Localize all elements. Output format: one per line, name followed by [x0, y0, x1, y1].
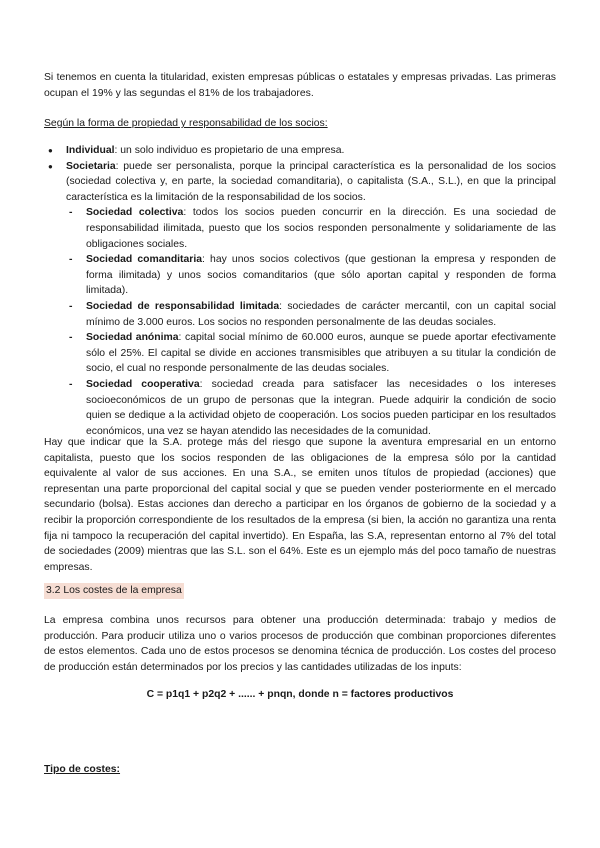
sub-item-anonima	[66, 330, 556, 377]
sub-text: : sociedades de carácter mercantil, con un capital social mínimo de 3.000 euros. Los socios no responden personalmente de las deudas sociales.	[86, 300, 556, 328]
sub-bullet-list	[66, 205, 556, 439]
sa-paragraph: Hay que indicar que la S.A. protege más del riesgo que supone la aventura empresarial en un entorno capitalista, puesto que los socios responden de las obligaciones de la empresa sólo por la cantidad equivalente al valor de sus acciones. En una S.A., se emiten unos títulos de propiedad (acciones) que representan una parte proporcional del capital social y que se pueden vender posteriormente en el mercado secundario (bolsa). Estas acciones dan derecho a participar en los órganos de gobierno de la sociedad y a recibir la proporción correspondiente de los resultados de la empresa (si bien, la acción no garantiza una renta fija ni tampoco la recuperación del capital invertido). En España, las S.A, representan entorno al 7% del total de sociedades (2009) mientras que las S.L. son el 64%. Este es un ejemplo más del poco tamaño de nuestras empresas.	[44, 437, 556, 573]
sub-term: Sociedad cooperativa	[86, 378, 200, 390]
costes-paragraph: La empresa combina unos recursos para obtener una producción determinada: trabajo y medios de producción. Para producir utiliza uno o varios procesos de producción que combinan proporciones diferentes de estos elementos. Cada uno de estos procesos se denomina técnica de producción. Los costes del proceso de producción están determinados por los precios y las cantidades utilizadas de los inputs:	[44, 615, 556, 673]
section-heading-wrap	[44, 583, 556, 599]
sub-term: Sociedad anónima	[86, 332, 179, 344]
bullet-term: Societaria	[66, 160, 116, 172]
bullet-item-individual	[44, 143, 556, 159]
bullet-list	[44, 143, 556, 439]
tipo-costes-heading: Tipo de costes:	[44, 764, 121, 775]
bullet-text: : un solo individuo es propietario de una empresa.	[114, 145, 345, 156]
sub-item-cooperativa	[66, 377, 556, 439]
sub-item-comanditaria	[66, 252, 556, 299]
sub-term: Sociedad comanditaria	[86, 254, 203, 266]
sub-text: : capital social mínimo de 60.000 euros, aunque se puede aportar efectivamente sólo el 25%. El capital se divide en acciones transmisibles que atribuyen a su titular la condición de socio, el cual no responde personalmente de las deudas sociales.	[86, 332, 556, 375]
bullet-term: Individual	[66, 145, 115, 156]
sub-term: Sociedad de responsabilidad limitada	[86, 300, 280, 312]
section-heading: 3.2 Los costes de la empresa	[44, 583, 184, 599]
intro-paragraph: Si tenemos en cuenta la titularidad, existen empresas públicas o estatales y empresas privadas. Las primeras ocupan el 19% y las segundas el 81% de los trabajadores.	[44, 72, 556, 99]
sub-text: : todos los socios pueden concurrir en la dirección. Es una sociedad de responsabilidad ilimitada, puesto que los socios responden personalmente y solidariamente de las obligaciones sociales.	[86, 207, 556, 250]
forma-heading: Según la forma de propiedad y responsabilidad de los socios:	[44, 118, 328, 129]
sub-text: : sociedad creada para satisfacer las necesidades o los intereses socioeconómicos de un grupo de personas que la integran. Puede adquirir la condición de socio quien se dedique a la actividad objeto de cooperación. Los socios pueden participar en los resultados económicos, una vez se hayan atendido las necesidades de la comunidad.	[86, 378, 556, 437]
bullet-text: : puede ser personalista, porque la principal característica es la personalidad de los socios (sociedad colectiva y, en parte, la sociedad comanditaria), o capitalista (S.A., S.L.), en que la principal característica es la limitación de la responsabilidad de los socios.	[66, 160, 556, 203]
bullet-item-societaria	[44, 159, 556, 440]
sub-text: : hay unos socios colectivos (que gestionan la empresa y responden de forma ilimitada) y unos socios comanditarios (que sólo aportan capital y responden de forma limitada).	[86, 254, 556, 297]
cost-formula: C = p1q1 + p2q2 + ...... + pnqn, donde n = factores productivos	[146, 689, 454, 700]
sub-item-limitada	[66, 299, 556, 330]
sub-item-colectiva	[66, 205, 556, 252]
sub-term: Sociedad colectiva	[86, 207, 184, 219]
